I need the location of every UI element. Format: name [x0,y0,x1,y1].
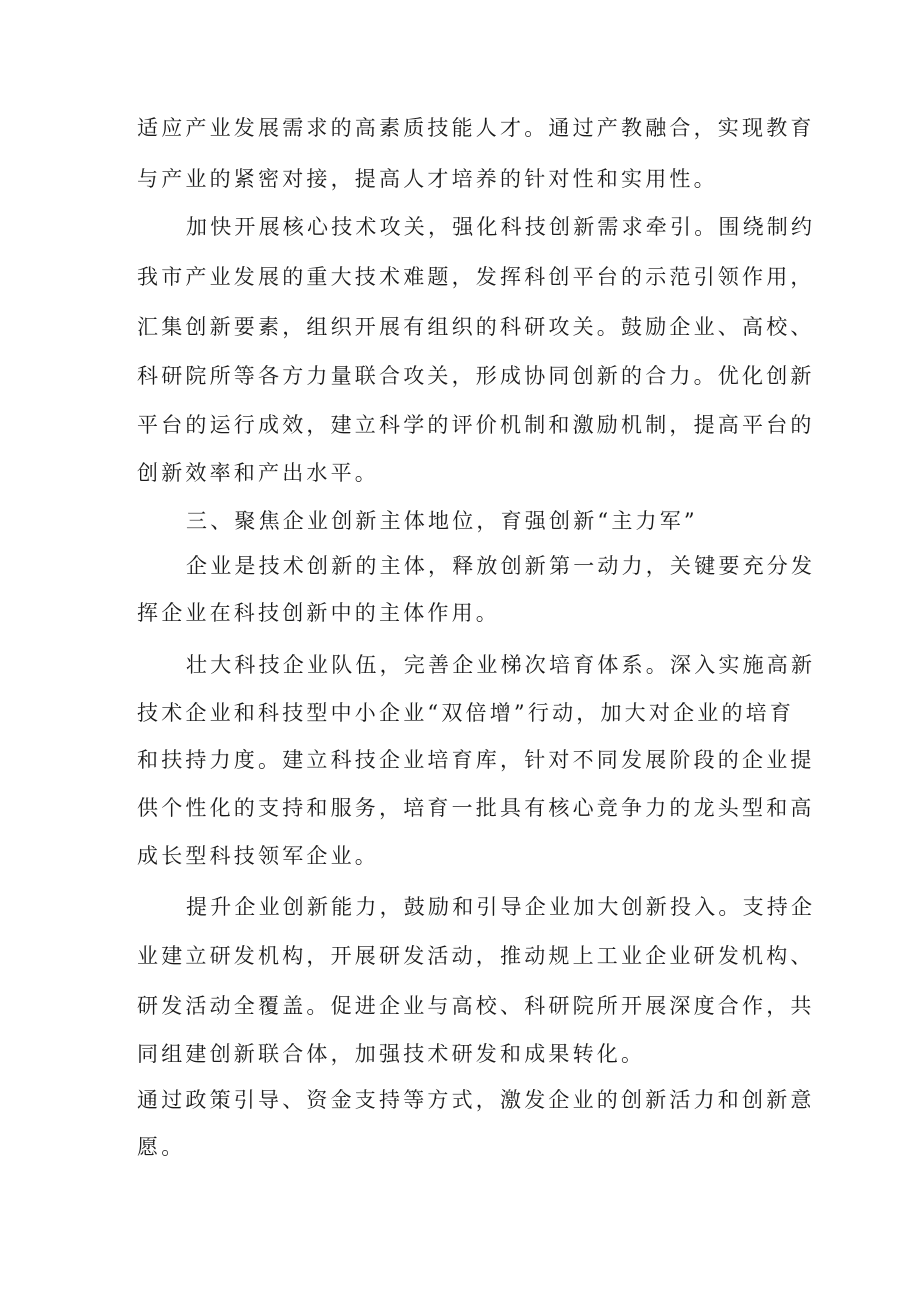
text-line: 我市产业发展的重大技术难题，发挥科创平台的示范引领作用， [137,265,815,289]
text-line: 和扶持力度。建立科技企业培育库，针对不同发展阶段的企业提 [137,748,815,772]
text-line: 平台的运行成效，建立科学的评价机制和激励机制，提高平台的 [137,413,815,437]
text-line: 汇集创新要素，组织开展有组织的科研攻关。鼓励企业、高校、 [137,315,815,339]
section-heading: 三、聚焦企业创新主体地位，育强创新“主力军” [186,509,698,533]
text-line: 技术企业和科技型中小企业“双倍增”行动，加大对企业的培育 [137,701,795,725]
paragraph-first-line: 加快开展核心技术攻关，强化科技创新需求牵引。围绕制约 [186,215,816,239]
text-line: 挥企业在科技创新中的主体作用。 [137,601,500,625]
text-line: 通过政策引导、资金支持等方式，激发企业的创新活力和创新意 [137,1088,815,1112]
text-line: 适应产业发展需求的高素质技能人才。通过产教融合，实现教育 [137,116,815,140]
text-line: 成长型科技领军企业。 [137,844,379,868]
text-line: 创新效率和产出水平。 [137,461,379,485]
paragraph-first-line: 壮大科技企业队伍，完善企业梯次培育体系。深入实施高新 [186,653,816,677]
text-line: 业建立研发机构，开展研发活动，推动规上工业企业研发机构、 [137,944,815,968]
text-line: 供个性化的支持和服务，培育一批具有核心竞争力的龙头型和高 [137,796,815,820]
text-line: 同组建创新联合体，加强技术研发和成果转化。 [137,1042,646,1066]
text-line: 科研院所等各方力量联合攻关，形成协同创新的合力。优化创新 [137,364,815,388]
paragraph-first-line: 提升企业创新能力，鼓励和引导企业加大创新投入。支持企 [186,895,816,919]
paragraph-first-line: 企业是技术创新的主体，释放创新第一动力，关键要充分发 [186,554,816,578]
text-line: 与产业的紧密对接，提高人才培养的针对性和实用性。 [137,167,718,191]
text-line: 愿。 [137,1135,186,1159]
text-line: 研发活动全覆盖。促进企业与高校、科研院所开展深度合作，共 [137,994,815,1018]
